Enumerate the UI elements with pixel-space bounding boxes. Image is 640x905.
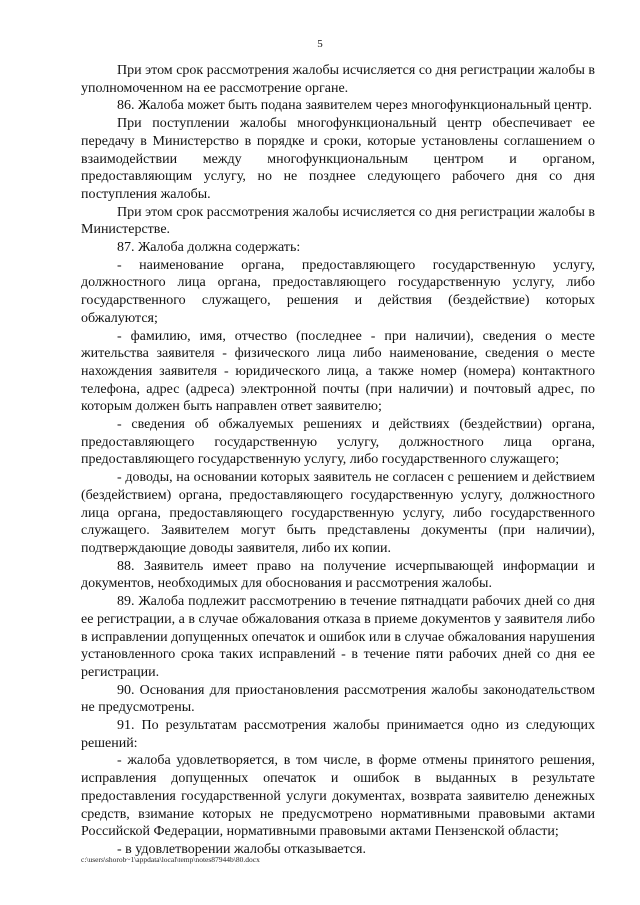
- paragraph: 89. Жалоба подлежит рассмотрению в течение пятнадцати рабочих дней со дня ее регистрации, а в случае обжалования отказа в приеме документов у заявителя либо в исправлении допущенных опечаток и ошибок или в случае обжалования нарушения установленного срока таких исправлений - в течение пяти рабочих дней со дня ее регистрации.: [81, 594, 595, 680]
- paragraph: - сведения об обжалуемых решениях и действиях (бездействии) органа, предоставляющего государственную услугу, должностного лица органа, предоставляющего государственную услугу, либо государственного служащего;: [81, 417, 595, 468]
- paragraph: - фамилию, имя, отчество (последнее - при наличии), сведения о месте жительства заявителя - физического лица либо наименование, сведения о месте нахождения заявителя - юридического лица, а также номер (номера) контактного телефона, адрес (адреса) электронной почты (при наличии) и почтовый адрес, по которым должен быть направлен ответ заявителю;: [81, 328, 595, 415]
- paragraph: При поступлении жалобы многофункциональный центр обеспечивает ее передачу в Министерство в порядке и сроки, которые установлены соглашением о взаимодействии между многофункциональным центром и органом, предоставляющим услугу, но не позднее следующего рабочего дня со дня поступления жалобы.: [81, 116, 595, 202]
- paragraph: 86. Жалоба может быть подана заявителем через многофункциональный центр.: [117, 98, 593, 114]
- paragraph: 91. По результатам рассмотрения жалобы принимается одно из следующих решений:: [81, 718, 595, 751]
- paragraph: - в удовлетворении жалобы отказывается.: [117, 841, 366, 857]
- footer-file-path: c:\users\shorob~1\appdata\local\temp\notes87944b\80.docx: [81, 855, 260, 864]
- document-body: [81, 62, 595, 859]
- paragraph: - наименование органа, предоставляющего государственную услугу, должностного лица органа, предоставляющего государственную услугу, либо государственного служащего, решения и действия (бездействие) которых обжалуются;: [81, 257, 595, 326]
- page-number: 5: [317, 38, 323, 50]
- paragraph: При этом срок рассмотрения жалобы исчисляется со дня регистрации жалобы в Министерстве.: [81, 204, 595, 238]
- paragraph: При этом срок рассмотрения жалобы исчисляется со дня регистрации жалобы в уполномоченном на ее рассмотрение органе.: [81, 63, 595, 96]
- paragraph: - жалоба удовлетворяется, в том числе, в форме отмены принятого решения, исправления допущенных опечаток и ошибок в выданных в результате предоставления государственной услуги документах, возврата заявителю денежных средств, взимание которых не предусмотрено нормативными правовыми актами Российской Федерации, нормативными правовыми актами Пензенской области;: [81, 753, 595, 840]
- paragraph: 90. Основания для приостановления рассмотрения жалобы законодательством не предусмотрены.: [81, 682, 595, 716]
- paragraph: 88. Заявитель имеет право на получение исчерпывающей информации и документов, необходимых для обоснования и рассмотрения жалобы.: [81, 558, 595, 592]
- paragraph: - доводы, на основании которых заявитель не согласен с решением и действием (бездействием) органа, предоставляющего государственную услугу, должностного лица органа, предоставляющего государственную услугу, либо государственного служащего. Заявителем могут быть представлены документы (при наличии), подтверждающие доводы заявителя, либо их копии.: [81, 470, 595, 556]
- paragraph: 87. Жалоба должна содержать:: [117, 240, 301, 256]
